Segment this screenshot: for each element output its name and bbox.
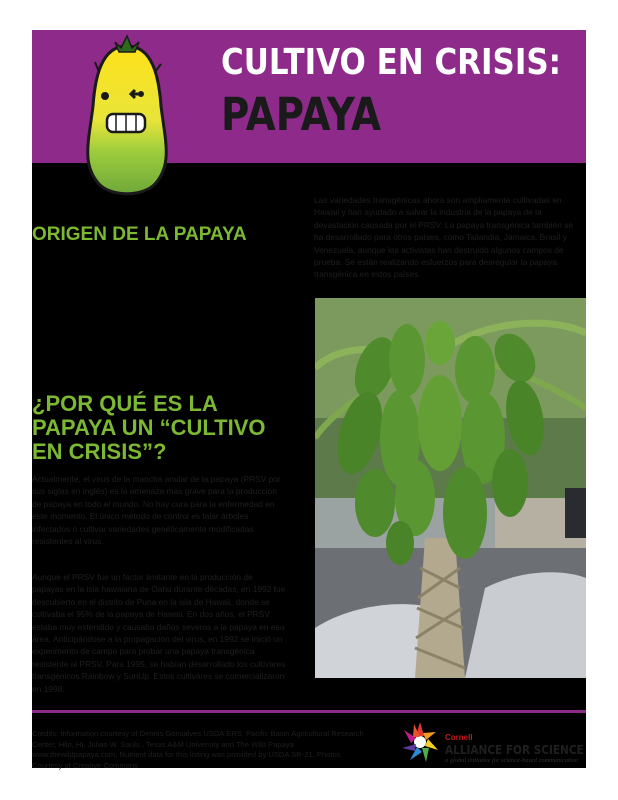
org-name: ALLIANCE FOR SCIENCE [445, 742, 584, 757]
page-title: CULTIVO EN CRISIS: [221, 42, 562, 83]
flyer-page [32, 30, 586, 768]
why-paragraph-2: Aunque el PRSV fue un factor limitante en la producción de papayas en la isla hawaiana de Oahu durante décadas, en 1992 fue descubierto en el distrito de Puna en la isla de Hawaii, donde se cultivaba el 95% de la papaya de Hawaii. En dos años, el PRSV estaba muy extendido y causaba daños severos a la papaya en esa área. Anticipándose a la propagación del virus, en 1992 se inició un experimento de campo para probar una papaya transgénica resistente al PRSV. Para 1995, se habían desarrollado los cultivares transgénicos Rainbow y SunUp. Estos cultivares se comercializaron en 1998. [32, 572, 286, 694]
why-heading: ¿POR QUÉ ES LA PAPAYA UN “CULTIVO EN CRISIS”? [32, 391, 266, 464]
papaya-photo-icon [315, 298, 586, 678]
intro-paragraph: Las variedades transgénicas ahora son ampliamente cultivadas en Hawaii y han ayudado a salvar la industria de la papaya de la devastación causada por el PRSV. La papaya transgénica también se ha desarrollado para otros países, como Tailandia, Jamaica, Brasil y Venezuela, aunque los activistas han destruido algunos campos de prueba. Se están realizando esfuerzos para desregular la papaya transgénica en estos países. [314, 195, 574, 280]
credits-text: Credits: Information courtesy of Dennis Gonsalves USDA ERS, Pacific Basin Agricultural Research Center, Hilo, HI, Julian W. Sauls , Texas A&M University and The Wild Papaya www.thewildpapaya.com, Nutrient data for this listing was provided by USDA SR-21, Photos Courtesy of Creative Commons [32, 729, 364, 770]
origin-heading: ORIGEN DE LA PAPAYA [32, 224, 247, 245]
papaya-tree-photo [315, 298, 586, 678]
org-small-label: Cornell [445, 733, 473, 742]
page-subtitle: PAPAYA [221, 88, 382, 141]
papaya-mascot-icon [77, 32, 177, 202]
alliance-logo-icon [400, 720, 440, 764]
org-tagline: a global initiative for science-based communication [445, 757, 578, 764]
footer-divider [32, 710, 586, 713]
why-paragraph-1: Actualmente, el virus de la mancha anular de la papaya (PRSV por sus siglas en inglés) es la amenaza más grave para la producción de papaya en todo el mundo. No hay cura para la enfermedad en este momento. El único método de control es talar árboles infectados o cultivar variedades genéticamente modificadas resistentes al virus. [32, 474, 281, 547]
